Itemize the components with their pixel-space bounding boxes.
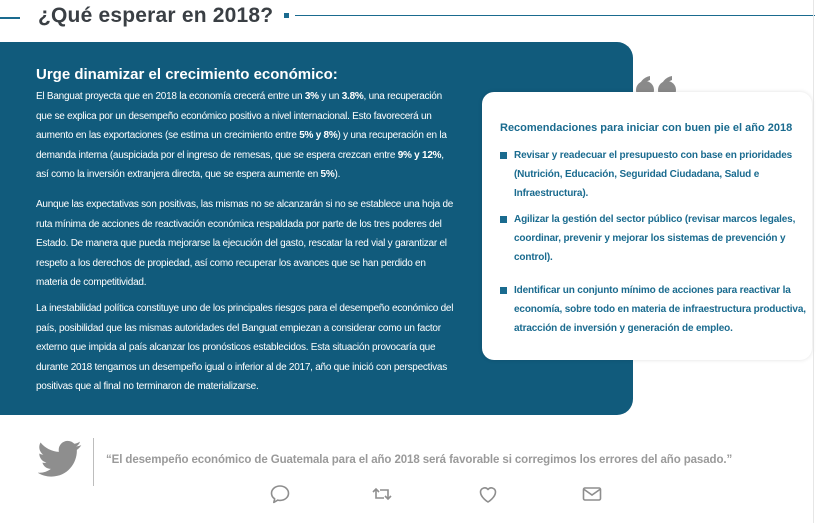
tweet-text: “El desempeño económico de Guatemala para el año 2018 será favorable si corregimos los errores del año pasado.” [106, 454, 733, 466]
header-square-marker [284, 13, 289, 18]
retweet-icon[interactable] [370, 482, 394, 506]
twitter-bird-icon [38, 440, 82, 478]
square-bullet-icon [500, 152, 507, 159]
mail-icon[interactable] [580, 482, 604, 506]
section-header [0, 0, 818, 38]
recommendation-text: Revisar y readecuar el presupuesto con base en prioridades (Nutrición, Educación, Seguridad Ciudadana, Salud e Infraestructura). [514, 150, 793, 199]
tweet-quote [0, 430, 818, 523]
recommendations-card [482, 92, 812, 360]
header-rule-left [0, 17, 20, 19]
heart-icon[interactable] [476, 482, 500, 506]
header-rule-right [295, 15, 815, 16]
paragraph-expectations: Aunque las expectativas son positivas, las mismas no se alcanzarán si no se establece una hoja de ruta mínima de acciones de reactivación económica respaldada por parte de los tres poderes del Estado. De manera que pueda mejorarse la ejecución del gasto, rescatar la red vial y garantizar el respeto a los derechos de propiedad, así como recuperar los avances que se han perdido en materia de competitividad. [36, 199, 454, 288]
page-title: ¿Qué esperar en 2018? [38, 4, 274, 27]
page-edge-divider [813, 0, 814, 523]
tweet-divider [93, 438, 94, 486]
square-bullet-icon [500, 287, 507, 294]
paragraph-political-risk: La inestabilidad política constituye uno de los principales riesgos para el desempeño económico del país, posibilidad que las mismas autoridades del Banguat empiezan a considerar como un factor externo que impida al país alcanzar los pronósticos establecidos. Esta situación provocaría que durante 2018 tengamos un desempeño igual o inferior al de 2017, año que inició con perspectivas positivas que al final no terminaron de materializarse. [36, 303, 454, 392]
reply-icon[interactable] [268, 482, 292, 506]
panel-heading: Urge dinamizar el crecimiento económico: [36, 66, 338, 83]
square-bullet-icon [500, 216, 507, 223]
recommendations-title: Recomendaciones para iniciar con buen pie el año 2018 [500, 122, 793, 134]
paragraph-projection: El Banguat proyecta que en 2018 la economía crecerá entre un 3% y un 3.8%, una recuperación que se explica por un desempeño económico positivo a nivel internacional. Esto favorecerá un aumento en las exportaciones (se estima un crecimiento entre 5% y 8%) y una recuperación en la demanda interna (auspiciada por el ingreso de remesas, que se espera crezcan entre 9% y 12%, así como la inversión extranjera directa, que se espera aumente en 5%). [36, 91, 447, 180]
recommendation-text: Identificar un conjunto mínimo de acciones para reactivar la economía, sobre todo en materia de infraestructura productiva, atracción de inversión y generación de empleo. [514, 285, 806, 334]
recommendation-text: Agilizar la gestión del sector público (revisar marcos legales, coordinar, prevenir y mejorar los sistemas de prevención y control). [514, 214, 796, 263]
